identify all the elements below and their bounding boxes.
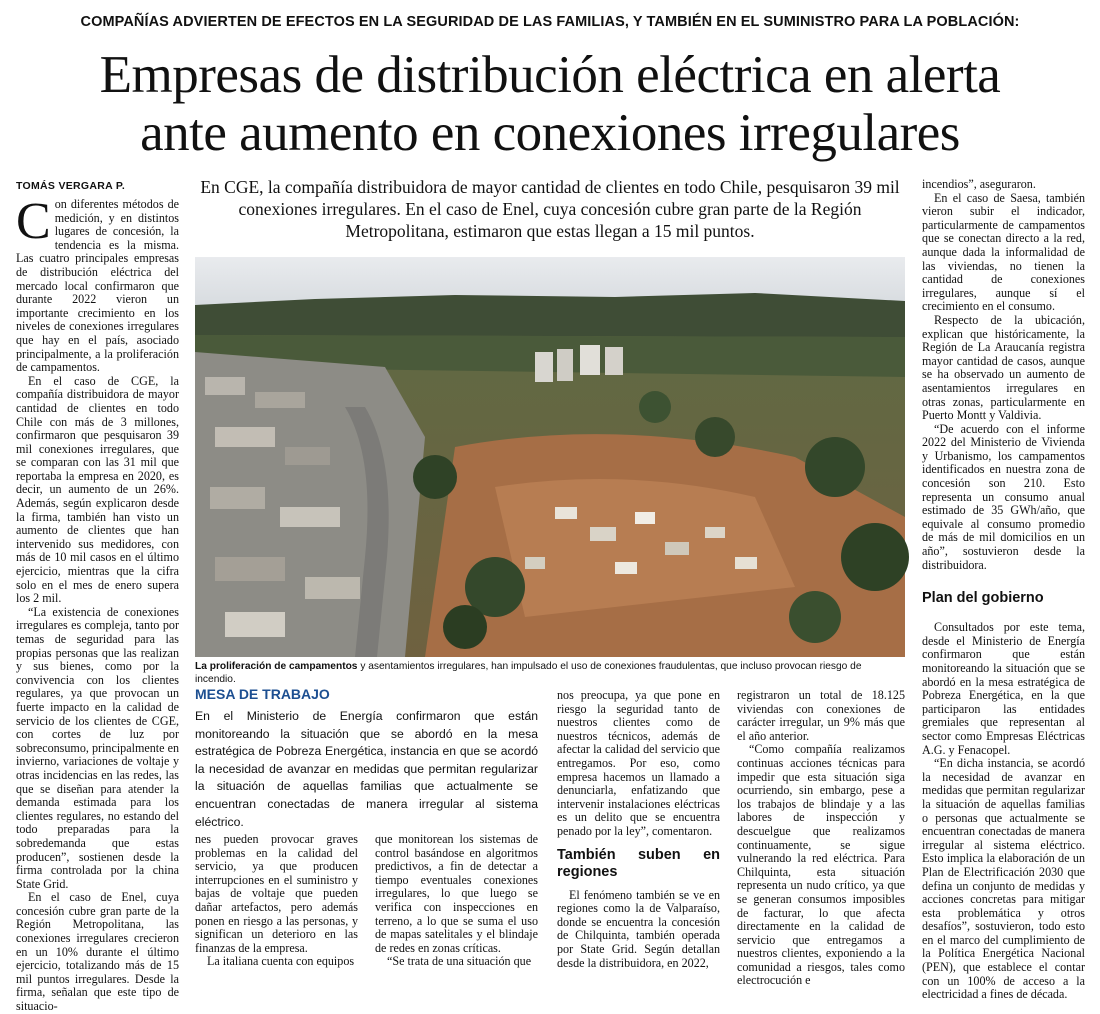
caption-text: y asentamientos irregulares, han impulsado el uso de conexiones fraudulentas, que incluso provocan riesgo de incendio.	[195, 661, 862, 685]
subhead-regiones: También suben en regiones	[557, 846, 720, 880]
body-paragraph: “Como compañía realizamos continuas acciones técnicas para impedir que esta situación siga ocurriendo, sin embargo, pese a los trabajos de blindaje y a las labores de inspección y descuelgue que realizamos continuamente, se sigue vulnerando la red eléctrica. Para Chilquinta, esta situación representa un nudo crítico, ya que se generan consumos imposibles de facturar, lo que afecta directamente en la calidad de servicio que entregamos a nuestros clientes, exponiendo a la comunidad a riesgos, tales como electrocución e	[737, 742, 905, 988]
headline	[0, 46, 1100, 162]
body-paragraph: “Se trata de una situación que	[387, 954, 532, 969]
photo-caption	[195, 660, 905, 686]
body-paragraph: nos preocupa, ya que pone en riesgo la seguridad tanto de nuestros clientes como de nuestros técnicos, además de afectar la calidad del servicio que entregamos. Por eso, como empresa hacemos un llamado a denunciarla, enfatizando que intervenir instalaciones eléctricas es un delito que se encuentra penado por la ley”, comentaron.	[557, 688, 720, 838]
mesa-heading: MESA DE TRABAJO	[195, 686, 330, 702]
column-left	[16, 193, 179, 1014]
body-paragraph: “De acuerdo con el informe 2022 del Ministerio de Vivienda y Urbanismo, los campamentos identificados en nuestra zona de concesión son 210. Esto representa un consumo anual estimado de 35 GWh/año, que equivale al consumo promedio de más de mil domicilios en un año”, sostuvieron desde la distribuidora.	[922, 421, 1085, 572]
aerial-photo-campamentos	[195, 257, 905, 657]
subhead-plan-gobierno: Plan del gobierno	[922, 590, 1044, 607]
byline: TOMÁS VERGARA P.	[16, 180, 126, 192]
body-paragraph: registraron un total de 18.125 viviendas con conexiones de carácter irregular, un 9% más que el año anterior.	[737, 688, 905, 743]
column-2	[195, 833, 358, 973]
mesa-de-trabajo-box	[195, 686, 538, 842]
kicker: COMPAÑÍAS ADVIERTEN DE EFECTOS EN LA SEGURIDAD DE LAS FAMILIAS, Y TAMBIÉN EN EL SUMINISTRO PARA LA POBLACIÓN:	[80, 14, 1020, 30]
column-5	[737, 688, 905, 988]
mesa-text: En el Ministerio de Energía confirmaron que están monitoreando la situación que se abordó en la mesa estratégica de Pobreza Energética, instancia en que se acordó la necesidad de avanzar en medidas que permitan regularizar la situación de aquellas familias que actualmente se encuentran conectadas de manera irregular al sistema eléctrico.	[195, 709, 538, 829]
body-paragraph: En el caso de Enel, cuya concesión cubre gran parte de la Región Metropolitana, las conexiones irregulares crecieron en un 10% durante el último ejercicio, totalizando más de 15 mil puntos irregulares. Desde la firma, señalan que este tipo de situacio-	[16, 890, 179, 1014]
body-paragraph: Respecto de la ubicación, explican que históricamente, la Región de La Araucanía registra mayor cantidad de casos, aunque se ha observado un aumento de asentamientos irregulares en otras zonas, particularmente en Puerto Montt y Valdivia.	[922, 312, 1085, 423]
headline-line-1: Empresas de distribución eléctrica en alerta	[99, 46, 1001, 104]
body-paragraph: incendios”, aseguraron.	[922, 177, 1036, 191]
body-paragraph: “En dicha instancia, se acordó la necesidad de avanzar en medidas que permitan regularizar la situación de aquellas familias o personas que actualmente se encuentran conectadas de manera irregular al sistema eléctrico. Esto implica la elaboración de un Plan de Electrificación 2030 que defina un conjunto de medidas y acciones concretas para mitigar esta problemática y otros desafíos”, sostuvieron, todo esto en el marco del cumplimiento de la Política Energética Nacional (PEN), que establece el contar con un 100% de acceso a la electricidad a fines de década.	[922, 756, 1085, 1002]
headline-line-2: ante aumento en conexiones irregulares	[140, 104, 960, 162]
body-paragraph: que monitorean los sistemas de control basándose en algoritmos predictivos, a fin de detectar a tiempo eventuales conexiones irregulares, lo que luego se verifica con inspecciones en terreno, a lo que se suma el uso de mapas satelitales y el blindaje de redes en zonas críticas.	[375, 832, 538, 955]
body-paragraph: El fenómeno también se ve en regiones como la de Valparaíso, donde se encuentra la concesión de Chilquinta, también operada por State Grid. Según detallan desde la distribuidora, en 2022,	[557, 887, 720, 970]
column-right	[922, 177, 1085, 1002]
body-paragraph: En el caso de Saesa, también vieron subir el indicador, particularmente de campamentos que se conectan directo a la red, aunque dada la informalidad de las viviendas, no tienen la cantidad de conexiones irregulares, aunque sí el crecimiento en el consumo.	[922, 190, 1085, 314]
body-paragraph: La italiana cuenta con equipos	[207, 954, 355, 969]
column-4	[557, 689, 720, 974]
lead-paragraph: En CGE, la compañía distribuidora de mayor cantidad de clientes en todo Chile, pesquisaron 39 mil conexiones irregulares. En el caso de Enel, cuya concesión cubre gran parte de la Región Metropolitana, estimaron que estas llegan a 15 mil puntos.	[200, 177, 900, 241]
dropcap: C	[16, 193, 51, 250]
body-paragraph: Consultados por este tema, desde el Ministerio de Energía confirmaron que están monitoreando la situación que se abordó en la mesa estratégica de Pobreza Energética, en la que participaron las entidades gremiales que representan al sector como Empresas Eléctricas A.G. y Fenacopel.	[922, 620, 1085, 757]
body-paragraph: nes pueden provocar graves problemas en la calidad del servicio, ya que producen interrupciones en el suministro y bajas de voltaje que pueden dañar artefactos, pero además ponen en riesgo a las personas, y significan un deterioro en las finanzas de la empresa.	[195, 832, 358, 955]
caption-bold: La proliferación de campamentos	[195, 661, 358, 672]
body-paragraph: Con diferentes métodos de medición, y en distintos lugares de concesión, la tendencia es la misma. Las cuatro principales empresas de distribución eléctrica del mercado local confirmaron que durante 2022 vieron un importante crecimiento en los niveles de conexiones irregulares que hay en el país, asociado principalmente, a la proliferación de campamentos.	[16, 193, 179, 375]
body-paragraph: En el caso de CGE, la compañía distribuidora de mayor cantidad de clientes en todo Chile con más de 3 millones, confirmaron que pesquisaron 39 mil conexiones irregulares, que se comparan con las 31 mil que reportaba la empresa en 2020, es decir, un aumento de un 26%. Además, según explicaron desde la firma, también han visto un aumento de clientes que han intervenido sus medidores, con más de 10 mil casos en el último ejercicio, mientras que la cifra solo en el mes de enero supera los 2 mil.	[16, 373, 179, 606]
column-3	[375, 833, 538, 973]
body-paragraph: “La existencia de conexiones irregulares es compleja, tanto por temas de seguridad para las propias personas que las realizan y sus bienes, como por la convivencia con los clientes regulares, ya que provocan un fuerte impacto en la calidad de servicio de los clientes de CGE, con cortes de luz por sobreconsumo, principalmente en invierno, variaciones de voltaje y otras incidencias en las redes, las que se diseñan para atender la demanda estimada para los clientes regulares, no estando del todo preparadas para la sobredemanda que estas producen”, sostienen desde la firma controlada por la china State Grid.	[16, 604, 179, 891]
